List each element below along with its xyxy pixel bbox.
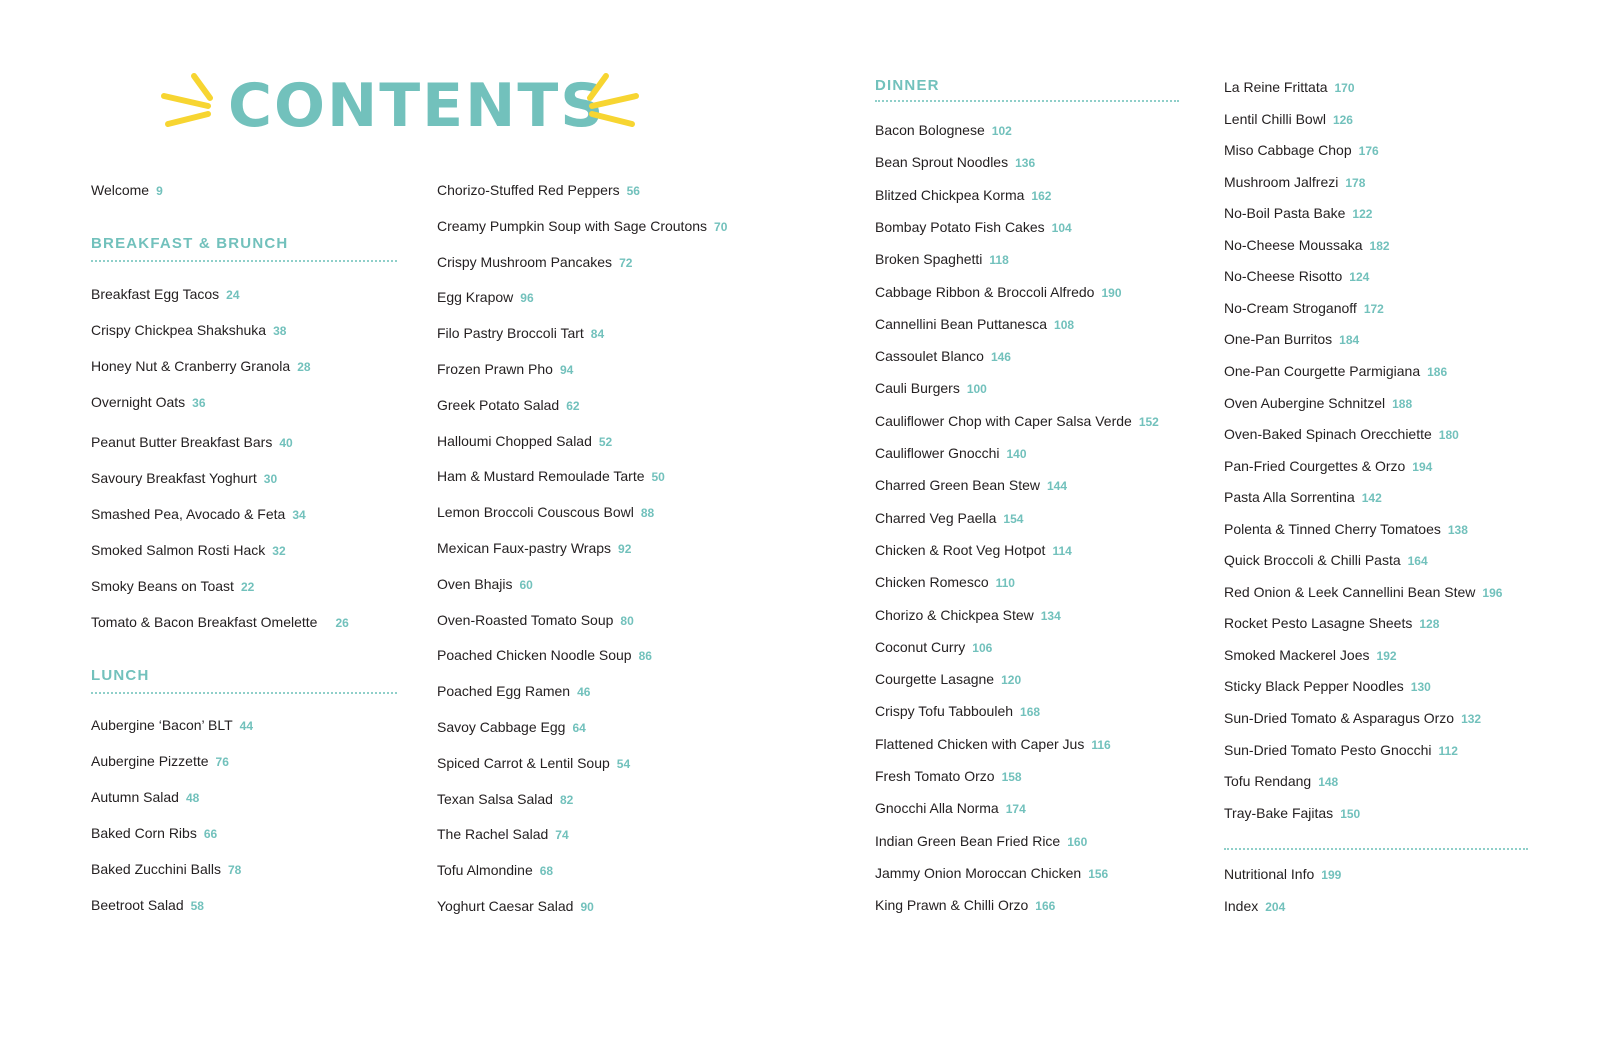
- toc-entry[interactable]: [875, 218, 1072, 237]
- entry-label: Tofu Rendang: [1224, 773, 1312, 789]
- entry-label: Poached Chicken Noodle Soup: [437, 647, 632, 663]
- page-number: 140: [1006, 447, 1027, 461]
- toc-entry[interactable]: [875, 670, 1021, 689]
- page-number: 34: [292, 508, 306, 522]
- page-number: 64: [572, 721, 586, 735]
- page-number: 50: [651, 470, 665, 484]
- entry-label: Red Onion & Leek Cannellini Bean Stew: [1224, 584, 1476, 600]
- toc-entry[interactable]: [875, 347, 1011, 366]
- toc-entry[interactable]: [437, 682, 590, 701]
- page-number: 96: [520, 291, 534, 305]
- page-number: 124: [1349, 270, 1370, 284]
- page-number: 184: [1339, 333, 1360, 347]
- page-number: 102: [991, 124, 1012, 138]
- entry-label: Greek Potato Salad: [437, 397, 560, 413]
- entry-label: Sun-Dried Tomato & Asparagus Orzo: [1224, 710, 1455, 726]
- entry-label: Smoked Salmon Rosti Hack: [91, 542, 266, 558]
- page-number: 130: [1410, 680, 1431, 694]
- page-number: 138: [1447, 523, 1468, 537]
- entry-label: Tomato & Bacon Breakfast Omelette: [91, 614, 318, 630]
- entry-label: One-Pan Burritos: [1224, 331, 1333, 347]
- entry-label: Sun-Dried Tomato Pesto Gnocchi: [1224, 742, 1432, 758]
- entry-label: Bombay Potato Fish Cakes: [875, 219, 1045, 235]
- toc-entry[interactable]: [437, 611, 634, 630]
- toc-entry[interactable]: [91, 896, 204, 915]
- page-number: 158: [1001, 770, 1022, 784]
- page-number: 26: [335, 616, 349, 630]
- toc-entry[interactable]: [1224, 110, 1353, 129]
- page-number: 80: [620, 614, 634, 628]
- toc-entry[interactable]: [875, 250, 1009, 269]
- entry-label: Baked Zucchini Balls: [91, 861, 221, 877]
- entry-label: Savoury Breakfast Yoghurt: [91, 470, 257, 486]
- page-number: 36: [192, 396, 206, 410]
- page-number: 100: [966, 382, 987, 396]
- page-number: 146: [990, 350, 1011, 364]
- toc-entry[interactable]: [91, 541, 286, 560]
- entry-label: Lentil Chilli Bowl: [1224, 111, 1326, 127]
- page-number: 84: [590, 327, 605, 341]
- entry-label: Lemon Broccoli Couscous Bowl: [437, 504, 634, 520]
- toc-entry[interactable]: [1224, 173, 1365, 192]
- page-number: 108: [1054, 318, 1075, 332]
- toc-entry[interactable]: [875, 444, 1027, 463]
- page-number: 68: [539, 864, 554, 878]
- entry-label: Frozen Prawn Pho: [437, 361, 553, 377]
- page-number: 9: [156, 184, 163, 198]
- breakfast-divider: [91, 260, 397, 262]
- toc-entry[interactable]: [91, 321, 286, 340]
- toc-entry[interactable]: [1224, 614, 1439, 633]
- toc-entry[interactable]: [91, 824, 217, 843]
- entry-label: Tofu Almondine: [437, 862, 533, 878]
- page-number: 204: [1265, 900, 1286, 914]
- sunburst-right-icon: [570, 68, 640, 144]
- page-number: 92: [618, 542, 632, 556]
- entry-label: Chicken & Root Veg Hotpot: [875, 542, 1046, 558]
- toc-entry[interactable]: [91, 469, 277, 488]
- page-number: 72: [619, 256, 633, 270]
- page-number: 194: [1412, 460, 1433, 474]
- page-number: 54: [616, 757, 631, 771]
- toc-entry[interactable]: [91, 752, 229, 771]
- toc-entry[interactable]: [875, 186, 1051, 205]
- toc-entry[interactable]: [1224, 362, 1447, 381]
- entry-label: Rocket Pesto Lasagne Sheets: [1224, 615, 1413, 631]
- entry-label: Smashed Pea, Avocado & Feta: [91, 506, 286, 522]
- entry-label: No-Cheese Risotto: [1224, 268, 1343, 284]
- toc-entry[interactable]: [1224, 299, 1384, 318]
- entry-label: Cauli Burgers: [875, 380, 960, 396]
- contents-title-block: [160, 68, 640, 144]
- toc-entry[interactable]: [91, 393, 206, 412]
- toc-entry[interactable]: [875, 476, 1067, 495]
- page-number: 60: [519, 578, 533, 592]
- toc-entry[interactable]: [437, 718, 586, 737]
- page-number: 142: [1361, 491, 1382, 505]
- page-number: 24: [226, 288, 240, 302]
- page-number: 48: [185, 791, 200, 805]
- entry-label: Jammy Onion Moroccan Chicken: [875, 865, 1082, 881]
- page-number: 190: [1101, 286, 1122, 300]
- page-number: 180: [1438, 428, 1459, 442]
- toc-entry[interactable]: [91, 716, 253, 735]
- page-number: 112: [1438, 744, 1458, 758]
- toc-entry[interactable]: [875, 799, 1026, 818]
- entry-label: Ham & Mustard Remoulade Tarte: [437, 468, 645, 484]
- page-number: 150: [1340, 807, 1361, 821]
- entry-label: Breakfast Egg Tacos: [91, 286, 220, 302]
- toc-entry[interactable]: [91, 505, 306, 524]
- entry-label: Crispy Mushroom Pancakes: [437, 254, 613, 270]
- page-number: 144: [1046, 479, 1068, 493]
- welcome-entry[interactable]: [91, 181, 163, 200]
- toc-entry[interactable]: [875, 379, 987, 398]
- toc-entry[interactable]: [1224, 78, 1355, 97]
- toc-entry[interactable]: [1224, 330, 1359, 349]
- entry-label: Chicken Romesco: [875, 574, 989, 590]
- toc-entry[interactable]: [437, 253, 632, 272]
- page-number: 126: [1332, 113, 1353, 127]
- page-number: 52: [598, 435, 613, 449]
- entry-label: Broken Spaghetti: [875, 251, 983, 267]
- page-number: 136: [1015, 156, 1036, 170]
- entry-label: Autumn Salad: [91, 789, 179, 805]
- toc-entry[interactable]: [437, 288, 534, 307]
- entry-label: Filo Pastry Broccoli Tart: [437, 325, 584, 341]
- toc-entry[interactable]: [1224, 236, 1390, 255]
- entry-label: Bacon Bolognese: [875, 122, 985, 138]
- entry-label: Tray-Bake Fajitas: [1224, 805, 1334, 821]
- entry-label: The Rachel Salad: [437, 826, 549, 842]
- page-number: 199: [1321, 868, 1342, 882]
- page-number: 128: [1419, 617, 1440, 631]
- page-number: 118: [989, 253, 1009, 267]
- toc-entry[interactable]: [437, 646, 652, 665]
- page-number: 192: [1376, 649, 1397, 663]
- toc-entry[interactable]: [1224, 865, 1341, 884]
- entry-label: Index: [1224, 898, 1259, 914]
- toc-entry[interactable]: [1224, 583, 1502, 602]
- toc-entry[interactable]: [437, 181, 640, 200]
- toc-entry[interactable]: [1224, 709, 1481, 728]
- toc-entry[interactable]: [437, 467, 665, 486]
- page-number: 22: [240, 580, 255, 594]
- page-number: 104: [1051, 221, 1072, 235]
- page-number: 106: [972, 641, 993, 655]
- page-number: 182: [1369, 239, 1390, 253]
- page-number: 156: [1088, 867, 1109, 881]
- entry-label: Cassoulet Blanco: [875, 348, 984, 364]
- entry-label: Oven-Baked Spinach Orecchiette: [1224, 426, 1432, 442]
- page-number: 32: [272, 544, 286, 558]
- page-number: 152: [1138, 415, 1159, 429]
- entry-label: Gnocchi Alla Norma: [875, 800, 999, 816]
- toc-entry[interactable]: [437, 217, 727, 236]
- page-number: 58: [190, 899, 204, 913]
- entry-label: King Prawn & Chilli Orzo: [875, 897, 1029, 913]
- entry-label: Charred Green Bean Stew: [875, 477, 1040, 493]
- dinner-divider: [875, 100, 1179, 102]
- entry-label: Aubergine ‘Bacon’ BLT: [91, 717, 233, 733]
- toc-entry[interactable]: [91, 788, 199, 807]
- page-number: 122: [1352, 207, 1373, 221]
- toc-entry[interactable]: [875, 412, 1159, 431]
- entry-label: Cauliflower Chop with Caper Salsa Verde: [875, 413, 1132, 429]
- toc-entry[interactable]: [1224, 551, 1428, 570]
- page-number: 164: [1407, 554, 1428, 568]
- entry-label: Polenta & Tinned Cherry Tomatoes: [1224, 521, 1441, 537]
- entry-label: Cauliflower Gnocchi: [875, 445, 1000, 461]
- toc-entry[interactable]: [875, 153, 1035, 172]
- page-number: 134: [1040, 609, 1061, 623]
- entry-label: No-Cheese Moussaka: [1224, 237, 1363, 253]
- toc-entry[interactable]: [437, 825, 569, 844]
- page-number: 196: [1482, 586, 1503, 600]
- page-number: 148: [1318, 775, 1339, 789]
- toc-entry[interactable]: [875, 541, 1072, 560]
- toc-entry[interactable]: [437, 539, 631, 558]
- entry-label: Aubergine Pizzette: [91, 753, 209, 769]
- toc-entry[interactable]: [1224, 646, 1397, 665]
- page-number: 70: [714, 220, 728, 234]
- page-number: 86: [638, 649, 652, 663]
- page-number: 38: [273, 324, 287, 338]
- toc-entry[interactable]: [1224, 425, 1459, 444]
- toc-entry[interactable]: [437, 897, 594, 916]
- entry-label: Crispy Tofu Tabbouleh: [875, 703, 1014, 719]
- entry-label: Halloumi Chopped Salad: [437, 433, 592, 449]
- entry-label: La Reine Frittata: [1224, 79, 1328, 95]
- toc-entry[interactable]: [91, 357, 311, 376]
- toc-entry[interactable]: [875, 573, 1015, 592]
- page-number: 178: [1345, 176, 1366, 190]
- entry-label: Smoky Beans on Toast: [91, 578, 234, 594]
- entry-label: Fresh Tomato Orzo: [875, 768, 995, 784]
- page-number: 82: [559, 793, 574, 807]
- page-number: 114: [1052, 544, 1072, 558]
- entry-label: Cannellini Bean Puttanesca: [875, 316, 1048, 332]
- toc-entry[interactable]: [1224, 677, 1431, 696]
- entry-label: Oven Aubergine Schnitzel: [1224, 395, 1386, 411]
- entry-label: Indian Green Bean Fried Rice: [875, 833, 1061, 849]
- entry-label: Crispy Chickpea Shakshuka: [91, 322, 267, 338]
- toc-entry[interactable]: [875, 315, 1074, 334]
- toc-entry[interactable]: [1224, 772, 1338, 791]
- page-number: 76: [215, 755, 229, 769]
- page-number: 162: [1031, 189, 1052, 203]
- page-number: 120: [1001, 673, 1022, 687]
- entry-label: Bean Sprout Noodles: [875, 154, 1009, 170]
- entry-label: One-Pan Courgette Parmigiana: [1224, 363, 1421, 379]
- page-number: 28: [297, 360, 311, 374]
- toc-entry[interactable]: [437, 754, 630, 773]
- page-number: 132: [1461, 712, 1482, 726]
- toc-entry[interactable]: [1224, 488, 1382, 507]
- toc-entry[interactable]: [875, 735, 1111, 754]
- toc-entry[interactable]: [1224, 204, 1372, 223]
- toc-entry[interactable]: [91, 613, 349, 632]
- page-number: 30: [263, 472, 278, 486]
- entry-label: No-Boil Pasta Bake: [1224, 205, 1346, 221]
- page-number: 88: [640, 506, 655, 520]
- toc-entry[interactable]: [875, 121, 1012, 140]
- entry-label: Yoghurt Caesar Salad: [437, 898, 574, 914]
- toc-entry[interactable]: [875, 509, 1023, 528]
- toc-entry[interactable]: [1224, 897, 1285, 916]
- entry-label: Savoy Cabbage Egg: [437, 719, 566, 735]
- breakfast-heading: BREAKFAST & BRUNCH: [91, 235, 289, 252]
- entry-label: Egg Krapow: [437, 289, 514, 305]
- toc-entry[interactable]: [1224, 394, 1412, 413]
- entry-label: Welcome: [91, 182, 150, 198]
- entry-label: Oven Bhajis: [437, 576, 513, 592]
- toc-entry[interactable]: [437, 396, 580, 415]
- page-number: 44: [239, 719, 253, 733]
- page-number: 62: [566, 399, 580, 413]
- page-number: 160: [1067, 835, 1088, 849]
- page-number: 172: [1363, 302, 1384, 316]
- back-matter-divider: [1224, 848, 1528, 850]
- toc-entry[interactable]: [91, 860, 241, 879]
- entry-label: Oven-Roasted Tomato Soup: [437, 612, 614, 628]
- entry-label: Beetroot Salad: [91, 897, 184, 913]
- toc-entry[interactable]: [875, 896, 1055, 915]
- page-number: 66: [203, 827, 218, 841]
- entry-label: Coconut Curry: [875, 639, 966, 655]
- entry-label: Creamy Pumpkin Soup with Sage Croutons: [437, 218, 708, 234]
- toc-entry[interactable]: [437, 575, 533, 594]
- page-number: 78: [227, 863, 242, 877]
- toc-entry[interactable]: [1224, 741, 1458, 760]
- dinner-heading: DINNER: [875, 77, 940, 94]
- entry-label: Baked Corn Ribs: [91, 825, 197, 841]
- toc-entry[interactable]: [875, 702, 1040, 721]
- entry-label: Flattened Chicken with Caper Jus: [875, 736, 1085, 752]
- entry-label: Spiced Carrot & Lentil Soup: [437, 755, 610, 771]
- entry-label: Chorizo & Chickpea Stew: [875, 607, 1034, 623]
- toc-entry[interactable]: [875, 606, 1061, 625]
- entry-label: Mushroom Jalfrezi: [1224, 174, 1339, 190]
- page-number: 90: [580, 900, 594, 914]
- entry-label: Charred Veg Paella: [875, 510, 997, 526]
- toc-entry[interactable]: [91, 577, 254, 596]
- entry-label: Poached Egg Ramen: [437, 683, 571, 699]
- toc-entry[interactable]: [1224, 141, 1379, 160]
- lunch-divider: [91, 692, 397, 694]
- entry-label: Pasta Alla Sorrentina: [1224, 489, 1355, 505]
- page-number: 94: [559, 363, 574, 377]
- toc-entry[interactable]: [91, 433, 293, 452]
- toc-entry[interactable]: [875, 767, 1022, 786]
- entry-label: Honey Nut & Cranberry Granola: [91, 358, 291, 374]
- entry-label: Overnight Oats: [91, 394, 186, 410]
- toc-entry[interactable]: [437, 861, 553, 880]
- toc-entry[interactable]: [875, 283, 1122, 302]
- lunch-heading: LUNCH: [91, 667, 150, 684]
- entry-label: Pan-Fried Courgettes & Orzo: [1224, 458, 1406, 474]
- entry-label: Quick Broccoli & Chilli Pasta: [1224, 552, 1401, 568]
- page-number: 186: [1427, 365, 1448, 379]
- page-number: 170: [1334, 81, 1355, 95]
- toc-entry[interactable]: [1224, 457, 1432, 476]
- page-number: 56: [626, 184, 640, 198]
- toc-entry[interactable]: [437, 432, 612, 451]
- page-number: 176: [1358, 144, 1379, 158]
- toc-entry[interactable]: [875, 638, 992, 657]
- page-number: 166: [1035, 899, 1056, 913]
- page-number: 40: [279, 436, 293, 450]
- entry-label: Chorizo-Stuffed Red Peppers: [437, 182, 620, 198]
- toc-entry[interactable]: [1224, 804, 1360, 823]
- sunburst-left-icon: [160, 68, 230, 144]
- entry-label: Courgette Lasagne: [875, 671, 995, 687]
- toc-entry[interactable]: [875, 832, 1087, 851]
- entry-label: Miso Cabbage Chop: [1224, 142, 1352, 158]
- entry-label: Peanut Butter Breakfast Bars: [91, 434, 273, 450]
- entry-label: Nutritional Info: [1224, 866, 1315, 882]
- toc-entry[interactable]: [1224, 267, 1369, 286]
- entry-label: No-Cream Stroganoff: [1224, 300, 1357, 316]
- entry-label: Smoked Mackerel Joes: [1224, 647, 1370, 663]
- page-number: 154: [1003, 512, 1024, 526]
- entry-label: Mexican Faux-pastry Wraps: [437, 540, 612, 556]
- entry-label: Blitzed Chickpea Korma: [875, 187, 1025, 203]
- toc-entry[interactable]: [875, 864, 1108, 883]
- entry-label: Texan Salsa Salad: [437, 791, 553, 807]
- page-number: 188: [1392, 397, 1413, 411]
- page-number: 116: [1091, 738, 1111, 752]
- toc-entry[interactable]: [437, 360, 573, 379]
- page-number: 74: [555, 828, 569, 842]
- page-title: CONTENTS: [228, 71, 606, 141]
- page-number: 168: [1020, 705, 1041, 719]
- toc-entry[interactable]: [437, 503, 654, 522]
- entry-label: Cabbage Ribbon & Broccoli Alfredo: [875, 284, 1095, 300]
- toc-entry[interactable]: [437, 790, 573, 809]
- toc-entry[interactable]: [91, 285, 240, 304]
- toc-entry[interactable]: [437, 324, 604, 343]
- entry-label: Sticky Black Pepper Noodles: [1224, 678, 1404, 694]
- page-number: 46: [577, 685, 591, 699]
- toc-entry[interactable]: [1224, 520, 1468, 539]
- page-number: 110: [995, 576, 1015, 590]
- page-number: 174: [1005, 802, 1026, 816]
